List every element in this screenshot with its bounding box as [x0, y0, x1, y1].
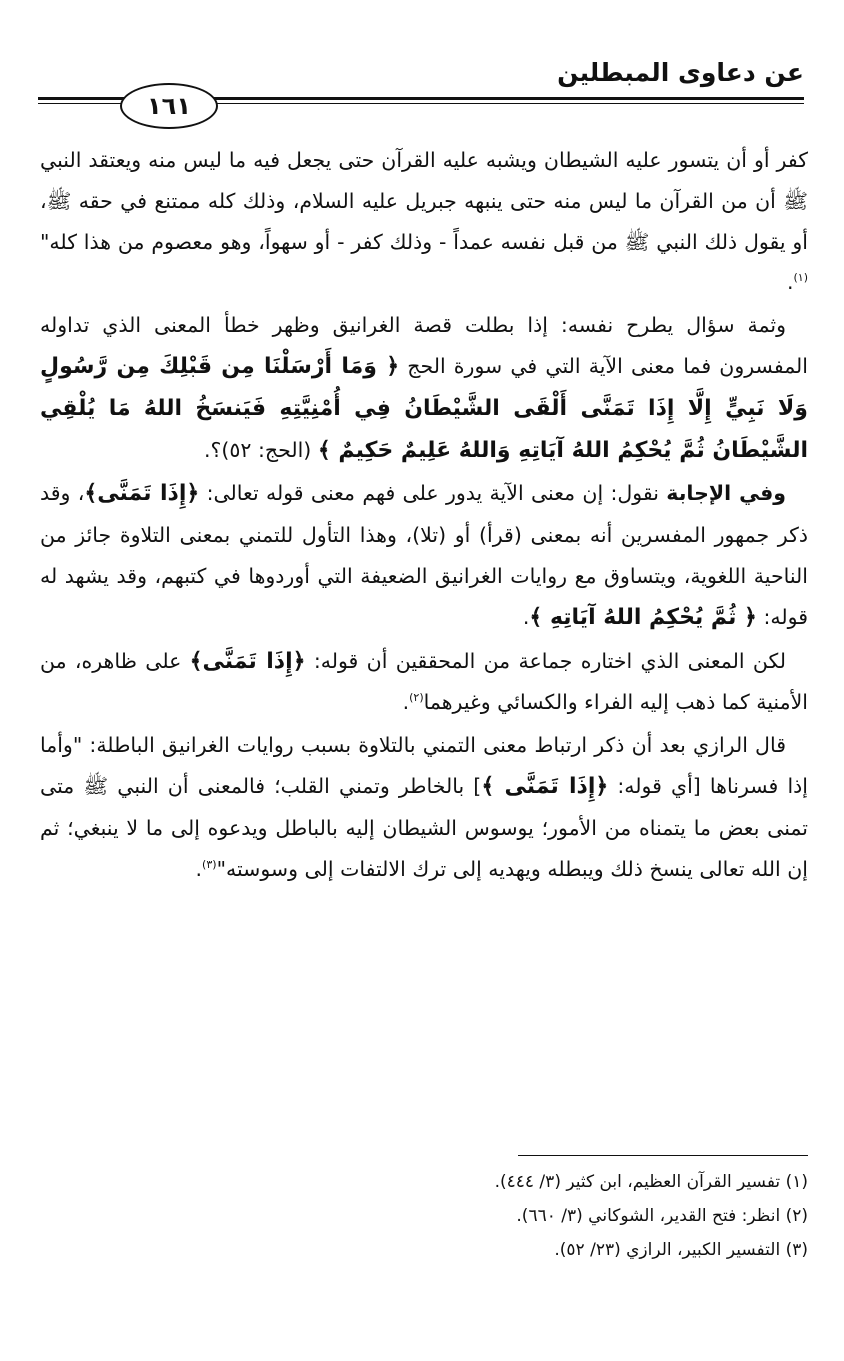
paragraph-4-text-2: على ظاهره، من الأمنية كما ذهب إليه الفراء والكسائي وغيرهما: [40, 648, 808, 715]
paragraph-3-lead: وفي الإجابة: [666, 481, 786, 506]
paragraph-3-text-2: ، وقد ذكر جمهور المفسرين أنه بمعنى (قرأ) أو (تلا)، وهذا التأول للتمني بمعنى التلاوة جائز من الناحية اللغوية، ويتساوق مع روايات الغرانيق الضعيفة التي أوردوها في كتبهم، وقد يشهد له قوله:: [40, 481, 808, 629]
page-number: ١٦١: [120, 83, 218, 129]
footnote-2: (٢) انظر: فتح القدير، الشوكاني (٣/ ٦٦٠).: [516, 1206, 808, 1226]
footnotes: [48, 1165, 808, 1267]
paragraph-3: [40, 473, 808, 638]
quran-quote-tamanna: ﴿إِذَا تَمَنَّى﴾: [84, 481, 200, 507]
main-text: [40, 140, 808, 891]
paragraph-2-text-after: (الحج: ٥٢)؟.: [204, 437, 318, 462]
running-header-title: عن دعاوى المبطلين: [557, 58, 804, 87]
footnote-3: (٣) التفسير الكبير، الرازي (٢٣/ ٥٢).: [554, 1240, 808, 1260]
paragraph-4-text-1: لكن المعنى الذي اختاره جماعة من المحققين أن قوله:: [305, 648, 787, 673]
footnote-ref-3: (٣): [202, 857, 217, 871]
paragraph-5-text-3: .: [195, 856, 203, 881]
paragraph-3-text-1: نقول: إن معنى الآية يدور على فهم معنى قوله تعالى:: [199, 481, 667, 506]
paragraph-1: كفر أو أن يتسور عليه الشيطان ويشبه عليه القرآن حتى يجعل فيه ما ليس منه ويعتقد النبي ﷺ أن من القرآن ما ليس منه حتى ينبهه جبريل عليه السلام، وذلك كله ممتنع في حقه ﷺ، أو يقول ذلك النبي ﷺ من قبل نفسه عمداً - وذلك كفر - أو سهواً، وهو معصوم من هذا كله"$^{(١)}$.: [40, 148, 808, 295]
quran-verse-hajj-52: ﴿ وَمَا أَرْسَلْنَا مِن قَبْلِكَ مِن رَّسُولٍ وَلَا نَبِيٍّ إِلَّا إِذَا تَمَنَّى أَلْقَى الشَّيْطَانُ فِي أُمْنِيَّتِهِ فَيَنسَخُ اللهُ مَا يُلْقِي الشَّيْطَانُ ثُمَّ يُحْكِمُ اللهُ آيَاتِهِ وَاللهُ عَلِيمٌ حَكِيمٌ ﴾: [40, 353, 808, 463]
paragraph-2: [40, 305, 808, 471]
paragraph-5-text-1: قال الرازي بعد أن ذكر ارتباط معنى التمني بالتلاوة بسبب روايات الغرانيق الباطلة: "وأما إذا فسرناها [أي قوله:: [40, 733, 808, 798]
footnote-separator: [518, 1155, 808, 1156]
quran-quote-yuhkim: ﴿ ثُمَّ يُحْكِمُ اللهُ آيَاتِهِ ﴾: [529, 604, 757, 630]
quran-quote-tamanna-3: ﴿إِذَا تَمَنَّى ﴾: [481, 773, 609, 799]
paragraph-5-text-2: ] بالخاطر وتمني القلب؛ فالمعنى أن النبي ﷺ متى تمنى بعض ما يتمناه من الأمور؛ يوسوس الشيطان إليه بالباطل ويدعوه إلى ما لا ينبغي؛ ثم إن الله تعالى ينسخ ذلك ويبطله ويهديه إلى ترك الالتفات إلى وسوسته": [40, 773, 808, 881]
paragraph-3-text-3: .: [522, 604, 530, 629]
footnote-1: (١) تفسير القرآن العظيم، ابن كثير (٣/ ٤٤٤).: [494, 1172, 808, 1192]
paragraph-4-text-3: .: [402, 690, 410, 715]
paragraph-5: [40, 725, 808, 889]
quran-quote-tamanna-2: ﴿إِذَا تَمَنَّى﴾: [189, 648, 306, 674]
paragraph-2-text-before: وثمة سؤال يطرح نفسه: إذا بطلت قصة الغرانيق وظهر خطأ المعنى الذي تداوله المفسرون فما معنى الآية التي في سورة الحج: [40, 313, 808, 378]
paragraph-1-text: كفر أو أن يتسور عليه الشيطان ويشبه عليه القرآن حتى يجعل فيه ما ليس منه ويعتقد النبي ﷺ أن من القرآن ما ليس منه حتى ينبهه جبريل عليه السلام، وذلك كله ممتنع في حقه ﷺ، أو يقول ذلك النبي ﷺ من قبل نفسه عمداً - وذلك كفر - أو سهواً، وهو معصوم من هذا كله": [40, 148, 808, 254]
footnote-ref-1: (١): [793, 271, 808, 285]
footnote-ref-2: (٢): [409, 691, 424, 705]
paragraph-4: [40, 641, 808, 724]
